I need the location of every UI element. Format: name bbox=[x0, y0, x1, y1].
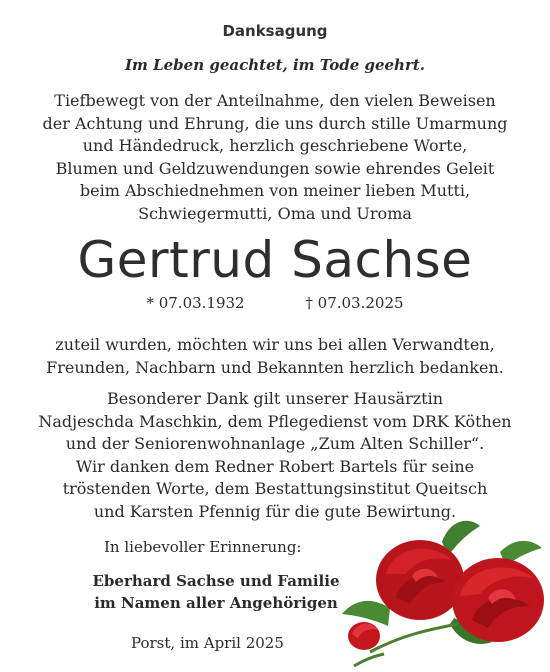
text-line: beim Abschiednehmen von meiner lieben Mutti, bbox=[79, 181, 471, 201]
memory-line: In liebevoller Erinnerung: bbox=[104, 538, 302, 556]
text-line: Freunden, Nachbarn und Bekannten herzlich bedanken. bbox=[46, 357, 504, 377]
life-dates bbox=[0, 294, 550, 312]
heading: Danksagung bbox=[222, 22, 328, 40]
text-line: der Achtung und Ehrung, die uns durch stille Umarmung bbox=[42, 113, 508, 133]
text-line: Blumen und Geldzuwendungen sowie ehrendes Geleit bbox=[55, 158, 495, 178]
text-line: Schwiegermutti, Oma und Uroma bbox=[138, 203, 412, 223]
text-line: und Händedruck, herzlich geschriebene Worte, bbox=[82, 136, 468, 156]
birth-date: * 07.03.1932 bbox=[146, 294, 245, 312]
red-roses-icon bbox=[330, 512, 550, 672]
deceased-name: Gertrud Sachse bbox=[77, 231, 473, 289]
text-line: tröstenden Worte, dem Bestattungsinstitut Queitsch bbox=[62, 479, 488, 499]
death-date: † 07.03.2025 bbox=[305, 294, 404, 312]
text-line: und der Seniorenwohnanlage „Zum Alten Schiller“. bbox=[65, 434, 485, 454]
text-line: und Karsten Pfennig für die gute Bewirtung. bbox=[93, 501, 457, 521]
text-line: Besonderer Dank gilt unserer Hausärztin bbox=[107, 389, 443, 408]
paragraph-special-thanks bbox=[0, 388, 550, 524]
text-line: Tiefbewegt von der Anteilnahme, den vielen Beweisen bbox=[54, 91, 496, 110]
signer-line: Eberhard Sachse und Familie bbox=[92, 572, 340, 590]
text-line: Nadjeschda Maschkin, dem Pflegedienst vom DRK Köthen bbox=[38, 411, 512, 431]
signers bbox=[86, 570, 346, 614]
place-date: Porst, im April 2025 bbox=[131, 634, 284, 652]
motto: Im Leben geachtet, im Tode geehrt. bbox=[124, 56, 426, 74]
paragraph-gratitude bbox=[0, 334, 550, 379]
text-line: Wir danken dem Redner Robert Bartels für seine bbox=[75, 456, 475, 476]
text-line: zuteil wurden, möchten wir uns bei allen Verwandten, bbox=[55, 335, 495, 354]
paragraph-thanks bbox=[0, 90, 550, 226]
signer-line: im Namen aller Angehörigen bbox=[94, 594, 338, 612]
